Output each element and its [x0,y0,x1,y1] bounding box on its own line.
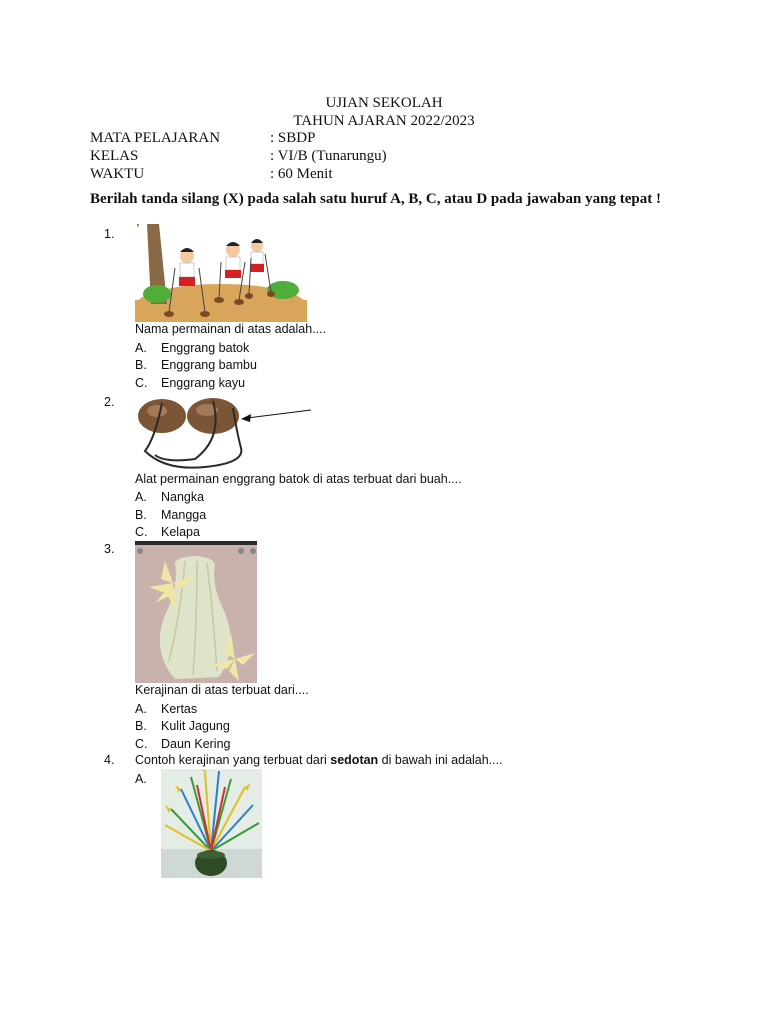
meta-value: : VI/B (Tunarungu) [270,148,387,164]
option-c[interactable] [135,524,200,541]
option-a[interactable] [135,701,197,718]
option-letter: C. [135,737,148,751]
question-number: 2. [104,395,115,409]
meta-label: WAKTU [90,166,145,182]
option-letter: B. [135,358,147,372]
meta-value: : 60 Menit [270,166,333,182]
option-c[interactable] [135,736,231,753]
option-text: Kertas [161,702,198,716]
option-letter: A. [135,341,147,355]
exam-title: UJIAN SEKOLAH [325,95,443,111]
question-text [135,753,503,767]
option-letter: B. [135,508,147,522]
corn-husk-vase-image [135,541,257,683]
instruction: Berilah tanda silang (X) pada salah satu huruf A, B, C, atau D pada jawaban yang tepat ! [90,191,661,207]
question-text: Kerajinan di atas terbuat dari.... [135,683,309,697]
option-c[interactable] [135,375,245,392]
coconut-shell-stilts-image [135,393,313,473]
option-text: Daun Kering [161,737,231,751]
option-text: Enggrang kayu [161,376,246,390]
option-text: Enggrang batok [161,341,250,355]
option-letter: A. [135,490,147,504]
option-a[interactable] [135,771,161,788]
option-letter: A. [135,772,147,786]
question-text: Alat permainan enggrang batok di atas terbuat dari buah.... [135,472,462,486]
stilts-game-illustration [135,224,307,322]
question-text-part: di bawah ini adalah.... [378,753,503,767]
question-number: 4. [104,753,115,767]
meta-label: KELAS [90,148,139,164]
option-letter: C. [135,525,148,539]
option-b[interactable] [135,718,230,735]
question-text: Nama permainan di atas adalah.... [135,322,327,336]
option-letter: C. [135,376,148,390]
question-text-part: Contoh kerajinan yang terbuat dari [135,753,331,767]
meta-label: MATA PELAJARAN [90,130,221,146]
option-letter: A. [135,702,147,716]
straw-craft-image [161,769,262,878]
option-a[interactable] [135,340,249,357]
option-text: Kulit Jagung [161,719,230,733]
question-keyword: sedotan [330,753,379,767]
option-b[interactable] [135,357,257,374]
option-text: Mangga [161,508,207,522]
option-b[interactable] [135,507,206,524]
option-letter: B. [135,719,147,733]
question-number: 3. [104,542,115,556]
option-text: Enggrang bambu [161,358,257,372]
school-year: TAHUN AJARAN 2022/2023 [293,113,475,129]
question-number: 1. [104,227,115,241]
option-text: Nangka [161,490,205,504]
option-text: Kelapa [161,525,200,539]
option-a[interactable] [135,489,204,506]
meta-value: : SBDP [270,130,316,146]
